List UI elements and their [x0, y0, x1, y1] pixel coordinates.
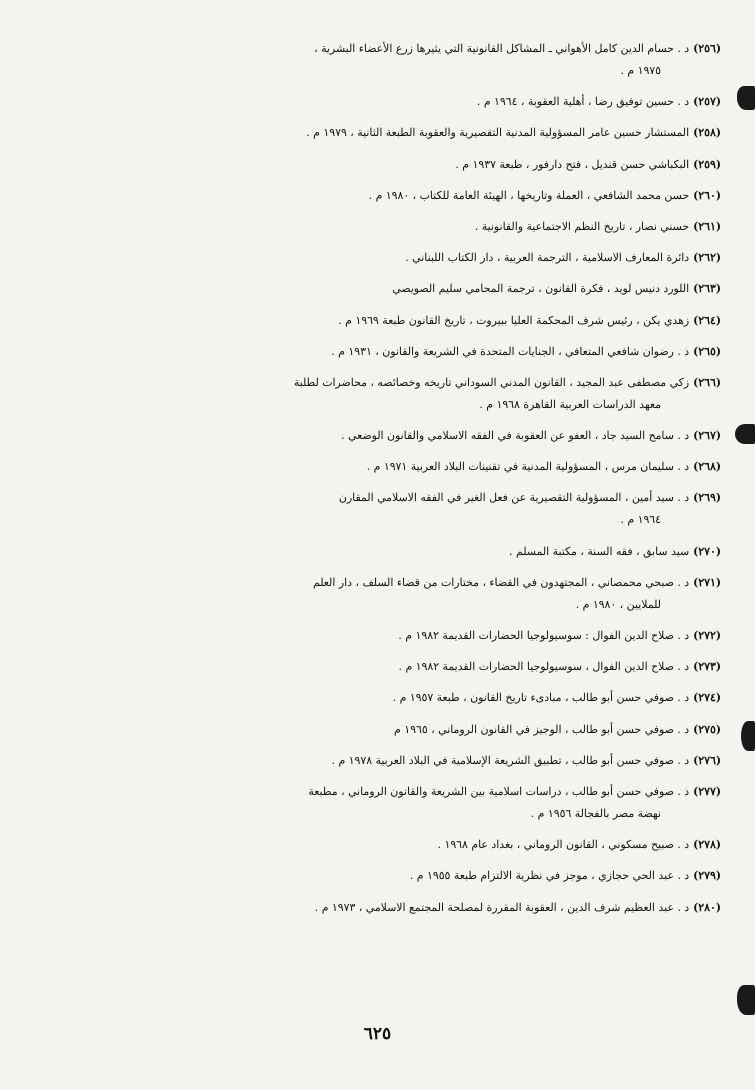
entry-number: (٢٦٥) [693, 344, 721, 358]
entry-text: المستشار حسين عامر المسؤولية المدنية التقصيرية والعقوبة الطبعة الثانية ، ١٩٧٩ م . [306, 126, 690, 140]
entry-number: (٢٧٣) [693, 660, 721, 674]
entry-continuation-line [56, 803, 721, 825]
bibliography-entry [56, 278, 725, 300]
bibliography-entry [56, 625, 725, 647]
entry-text: زكي مصطفى عبد المجيد ، القانون المدني السوداني تاريخه وخصائصه ، محاضرات لطلبة [293, 375, 690, 389]
entry-text: د . حسين توفيق رضا ، أهلية العقوبة ، ١٩٦٤ م . [476, 95, 690, 109]
entry-first-line [56, 372, 721, 394]
scan-blot-middle [735, 424, 755, 444]
entry-number: (٢٧٩) [693, 869, 721, 883]
entry-first-line [56, 865, 721, 887]
entry-first-line [56, 572, 721, 594]
entry-number: (٢٧١) [693, 575, 721, 589]
entry-first-line [56, 834, 721, 856]
bibliography-entry [56, 310, 725, 332]
entry-first-line [56, 625, 721, 647]
entry-number: (٢٦٨) [693, 460, 721, 474]
entry-text: د . سليمان مرس ، المسؤولية المدنية في تقنينات البلاد العربية ١٩٧١ م . [366, 460, 690, 474]
entry-number: (٢٦٠) [693, 188, 721, 202]
bibliography-entry [56, 687, 725, 709]
entry-number: (٢٥٧) [693, 95, 721, 109]
entry-text: نهضة مصر بالفجالة ١٩٥٦ م . [530, 806, 661, 820]
entry-number: (٢٧٨) [693, 838, 721, 852]
entry-text: د . صوفي حسن أبو طالب ، الوجيز في القانون الروماني ، ١٩٦٥ م [394, 722, 690, 736]
entry-first-line [56, 456, 721, 478]
entry-continuation-line [56, 60, 721, 82]
entry-text: دائرة المعارف الاسلامية ، الترجمة العربية ، دار الكتاب اللبناني . [405, 251, 690, 265]
entry-number: (٢٥٩) [693, 157, 721, 171]
entry-first-line [56, 656, 721, 678]
bibliography-entry [56, 834, 725, 856]
entry-number: (٢٧٥) [693, 722, 721, 736]
entry-text: د . صوفي حسن أبو طالب ، مبادىء تاريخ القانون ، طبعة ١٩٥٧ م . [392, 691, 690, 705]
entry-text: د . سامح السيد جاد ، العفو عن العقوبة في الفقه الاسلامي والقانون الوضعي . [341, 429, 690, 443]
entry-first-line [56, 487, 721, 509]
entry-text: د . عبد الحي حجازي ، موجز في نظرية الالتزام طبعة ١٩٥٥ م . [409, 869, 690, 883]
entry-number: (٢٦٦) [693, 375, 721, 389]
entry-first-line [56, 91, 721, 113]
entry-first-line [56, 341, 721, 363]
entry-number: (٢٧٦) [693, 753, 721, 767]
entry-text: د . صلاح الدين الفوال : سوسيولوجيا الحضارات القديمة ١٩٨٢ م . [398, 629, 690, 642]
entry-number: (٢٦٩) [693, 491, 721, 505]
entry-text: د . صبحي محمصاني ، المجتهدون في القضاء ، مختارات من قضاء السلف ، دار العلم [312, 575, 690, 589]
bibliography-entry [56, 719, 725, 741]
entry-continuation-line [56, 594, 721, 616]
entry-number: (٢٧٠) [693, 544, 721, 558]
bibliography-entry [56, 341, 725, 363]
bibliography-list [56, 38, 725, 928]
entry-first-line [56, 897, 721, 919]
entry-text: د . حسام الدين كامل الأهواني ـ المشاكل القانونية التي يثيرها زرع الأعضاء البشرية ، [314, 42, 690, 55]
entry-number: (٢٦٣) [693, 282, 721, 296]
entry-number: (٢٥٨) [693, 126, 721, 140]
entry-text: ١٩٧٥ م . [620, 64, 661, 77]
scan-blot-bottom [737, 985, 755, 1015]
entry-first-line [56, 247, 721, 269]
entry-text: حسن محمد الشافعي ، العملة وتاريخها ، الهيئة العامة للكتاب ، ١٩٨٠ م . [368, 188, 690, 202]
entry-text: د . صلاح الدين الفوال ، سوسيولوجيا الحضارات القديمة ١٩٨٢ م . [398, 660, 690, 674]
entry-text: د . عبد العظيم شرف الدين ، العقوبة المقررة لمصلحة المجتمع الاسلامي ، ١٩٧٣ م . [314, 900, 690, 914]
bibliography-entry [56, 425, 725, 447]
bibliography-entry [56, 185, 725, 207]
entry-number: (٢٦١) [693, 219, 721, 233]
page-number: ٦٢٥ [363, 1024, 392, 1044]
entry-first-line [56, 541, 721, 563]
bibliography-entry [56, 656, 725, 678]
entry-first-line [56, 122, 721, 144]
entry-number: (٢٦٧) [693, 429, 721, 443]
entry-text: د . سيد أمين ، المسؤولية التقصيرية عن فعل الغير في الفقه الاسلامي المقارن [338, 491, 690, 505]
entry-number: (٢٥٦) [693, 42, 721, 55]
entry-number: (٢٨٠) [693, 900, 721, 914]
bibliography-entry [56, 897, 725, 919]
entry-first-line [56, 278, 721, 300]
entry-text: معهد الدراسات العربية القاهرة ١٩٦٨ م . [479, 397, 661, 411]
entry-number: (٢٧٧) [693, 784, 721, 798]
entry-first-line [56, 216, 721, 238]
scan-blot-top [737, 86, 755, 110]
entry-text: سيد سابق ، فقه السنة ، مكتبة المسلم . [509, 544, 690, 558]
entry-first-line [56, 687, 721, 709]
entry-continuation-line [56, 509, 721, 531]
entry-text: د . صوفي حسن أبو طالب ، تطبيق الشريعة الإسلامية في البلاد العربية ١٩٧٨ م . [331, 753, 690, 767]
entry-text: ١٩٦٤ م . [620, 513, 661, 527]
bibliography-entry [56, 487, 725, 531]
entry-first-line [56, 425, 721, 447]
entry-first-line [56, 154, 721, 176]
entry-text: د . رضوان شافعي المتعافي ، الجنايات المتحدة في الشريعة والقانون ، ١٩٣١ م . [331, 344, 690, 358]
bibliography-entry [56, 372, 725, 416]
entry-continuation-line [56, 394, 721, 416]
entry-number: (٢٦٢) [693, 251, 721, 265]
bibliography-entry [56, 456, 725, 478]
bibliography-entry [56, 122, 725, 144]
entry-first-line [56, 185, 721, 207]
bibliography-entry [56, 91, 725, 113]
bibliography-entry [56, 38, 725, 82]
entry-text: للملايين ، ١٩٨٠ م . [575, 597, 661, 611]
bibliography-entry [56, 750, 725, 772]
entry-first-line [56, 719, 721, 741]
bibliography-entry [56, 572, 725, 616]
entry-number: (٢٦٤) [693, 313, 721, 327]
entry-text: د . صوفي حسن أبو طالب ، دراسات اسلامية بين الشريعة والقانون الروماني ، مطبعة [308, 784, 690, 798]
bibliography-entry [56, 154, 725, 176]
bibliography-entry [56, 865, 725, 887]
entry-text: حسني نصار ، تاريخ النظم الاجتماعية والقانونية . [474, 219, 690, 233]
entry-number: (٢٧٤) [693, 691, 721, 705]
bibliography-entry [56, 247, 725, 269]
entry-number: (٢٧٢) [693, 629, 721, 642]
bibliography-entry [56, 781, 725, 825]
entry-text: د . صبيح مسكوني ، القانون الروماني ، بغداد عام ١٩٦٨ . [437, 838, 690, 852]
bibliography-entry [56, 216, 725, 238]
entry-text: البكباشي حسن قنديل ، فتح دارفور ، طبعة ١٩٣٧ م . [455, 157, 690, 171]
entry-first-line [56, 781, 721, 803]
entry-first-line [56, 750, 721, 772]
entry-first-line [56, 38, 721, 60]
entry-first-line [56, 310, 721, 332]
bibliography-entry [56, 541, 725, 563]
entry-text: اللورد دنيس لويد ، فكرة القانون ، ترجمة المحامي سليم الصويصي [392, 282, 690, 296]
entry-text: زهدي يكن ، رئيس شرف المحكمة العليا ببيروت ، تاريخ القانون طبعة ١٩٦٩ م . [338, 313, 690, 327]
scan-blot-lower [741, 721, 755, 751]
